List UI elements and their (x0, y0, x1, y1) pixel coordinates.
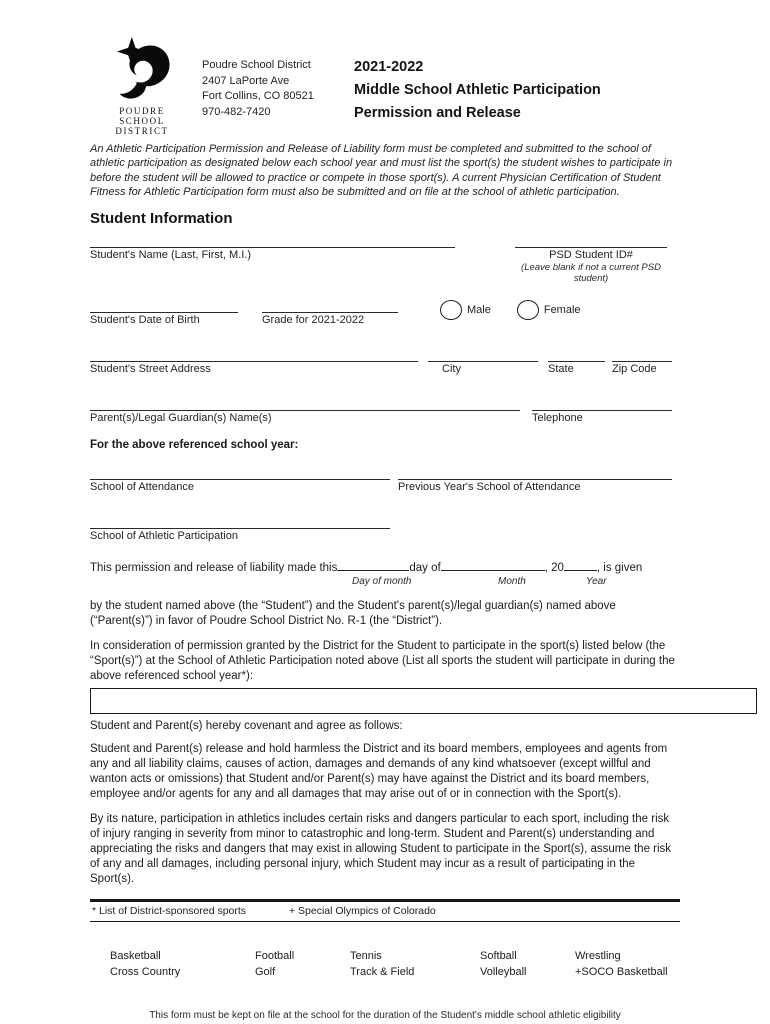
telephone-label: Telephone (532, 411, 583, 424)
male-radio[interactable] (440, 300, 462, 320)
perm-text-20: , 20 (544, 561, 564, 574)
year-sublabel: Year (586, 575, 607, 587)
zip-label: Zip Code (612, 362, 657, 375)
perm-text-pre: This permission and release of liability made this (90, 561, 338, 574)
field-zip (612, 347, 672, 376)
gender-group (440, 298, 581, 320)
section-title-student-information: Student Information (90, 209, 233, 227)
title-year: 2021-2022 (354, 59, 424, 75)
field-participation-school (90, 514, 390, 543)
row-name-id (90, 233, 680, 284)
paragraph-consideration: In consideration of permission granted by the District for the Student to participate in the sport(s) listed below (the “Sport(s)”) at the School of Athletic Participation noted above (List all sports the student will participate in during the above referenced school year*): (90, 639, 675, 682)
month-input[interactable] (441, 559, 545, 571)
male-label: Male (467, 303, 491, 316)
address-line: 2407 LaPorte Ave (202, 74, 290, 87)
paragraph-release: Student and Parent(s) release and hold harmless the District and its board members, employees and agents from any and all liability claims, causes of action, damages and demands of any kind whatsoever (except willful and wanton acts or omissions) that Student and/or Parent(s) may have against the District and its board members, employee and/or agents for any and all damages that may arise out of or in connection with the Sport(s). (90, 742, 668, 800)
phone-number: 970-482-7420 (202, 105, 271, 118)
paragraph-risk: By its nature, participation in athletics includes certain risks and dangers particular to each sport, including the risk of injury ranging in severity from minor to catastrophic and long-term. Student and Parent(s) understanding and appreciating the risks and dangers that may exist in allowing Student to participate in the Sport(s), assume the risk of any and all damages, including personal injury, which Student may incur as a result of participating in the Sport(s). (90, 812, 672, 885)
field-parent-name (90, 396, 520, 425)
student-name-input[interactable] (90, 233, 455, 248)
sport-item: +SOCO Basketball (575, 965, 668, 978)
row-parent-phone (90, 396, 680, 425)
street-address-input[interactable] (90, 347, 418, 362)
sport-item: Cross Country (110, 965, 181, 978)
sport-item: Track & Field (350, 965, 415, 978)
sports-column-2 (255, 948, 350, 980)
psd-id-note: (Leave blank if not a current PSD student) (521, 261, 661, 284)
paragraph-given-by: by the student named above (the “Student”) and the Student's parent(s)/legal guardian(s) named above (“Parent(s)”) in favor of Poudre School District No. R-1 (the “District”). (90, 599, 616, 627)
row-participation-school (90, 514, 680, 543)
city-input[interactable] (428, 347, 538, 362)
school-of-participation-input[interactable] (90, 514, 390, 529)
grade-label: Grade for 2021-2022 (262, 313, 365, 326)
field-state (548, 347, 605, 376)
sport-item: Volleyball (480, 965, 527, 978)
school-participation-label: School of Athletic Participation (90, 529, 238, 542)
footer-note: This form must be kept on file at the school for the duration of the Student's middle school athletic eligibility (149, 1009, 621, 1021)
field-school-attendance (90, 465, 390, 494)
dob-label: Student's Date of Birth (90, 313, 200, 326)
field-student-name (90, 233, 455, 262)
sports-footnote: * List of District-sponsored sports (92, 904, 247, 917)
female-radio[interactable] (517, 300, 539, 320)
row-address (90, 347, 680, 376)
field-city (428, 347, 538, 376)
female-label: Female (543, 303, 581, 316)
perm-text-dayof: day of (409, 561, 441, 574)
psd-id-label: PSD Student ID# (549, 248, 633, 261)
school-of-attendance-input[interactable] (90, 465, 390, 480)
row-schools (90, 465, 680, 494)
grade-input[interactable] (262, 298, 398, 313)
field-grade (262, 298, 398, 327)
address-line: Fort Collins, CO 80521 (202, 90, 314, 102)
sports-column-5 (575, 948, 680, 980)
parent-label: Parent(s)/Legal Guardian(s) Name(s) (90, 411, 272, 424)
sport-item: Softball (480, 949, 517, 962)
sports-column-3 (350, 948, 480, 980)
street-address-label: Student's Street Address (90, 362, 211, 375)
district-address (202, 36, 350, 120)
telephone-input[interactable] (532, 396, 672, 411)
header (90, 36, 680, 136)
title-line1: Middle School Athletic Participation (354, 82, 601, 98)
state-input[interactable] (548, 347, 605, 362)
sport-item: Golf (255, 965, 276, 978)
intro-paragraph: An Athletic Participation Permission and Release of Liability form must be completed and submitted to the school of athletic participation as designated below each school year and must list the sport(s) the student wishes to participate in before the student will be allowed to practice or compete in those sport(s). A current Physician Certification of Student Fitness for Athletic Participation form must also be submitted and on file at the school of athletic participation. (90, 143, 673, 199)
field-street-address (90, 347, 418, 376)
sport-item: Basketball (110, 949, 161, 962)
state-label: State (548, 362, 574, 375)
sport-item: Football (255, 949, 295, 962)
perm-text-post: , is given (596, 561, 643, 574)
soco-footnote: + Special Olympics of Colorado (288, 904, 436, 917)
district-logo (90, 36, 194, 136)
form-title (350, 36, 680, 125)
sport-item: Tennis (350, 949, 382, 962)
parents-name-input[interactable] (90, 396, 520, 411)
sports-column-4 (480, 948, 575, 980)
sports-list-input[interactable] (90, 688, 757, 714)
day-of-month-sublabel: Day of month (352, 575, 412, 587)
sport-item: Wrestling (575, 949, 621, 962)
year-input[interactable] (564, 559, 597, 571)
psd-student-id-input[interactable] (515, 233, 667, 248)
field-psd-id (505, 233, 677, 284)
zip-code-input[interactable] (612, 347, 672, 362)
previous-school-input[interactable] (398, 465, 672, 480)
month-sublabel: Month (498, 575, 526, 587)
org-name: Poudre School District (202, 59, 311, 71)
school-attendance-label: School of Attendance (90, 480, 194, 493)
school-year-heading: For the above referenced school year: (90, 438, 299, 451)
footnote-band (90, 899, 680, 922)
city-label: City (442, 362, 461, 375)
district-logo-icon (109, 36, 175, 104)
covenant-line: Student and Parent(s) hereby covenant and agree as follows: (90, 719, 403, 732)
title-line2: Permission and Release (354, 105, 521, 121)
previous-school-label: Previous Year's School of Attendance (398, 480, 581, 493)
form-page (90, 36, 680, 1021)
day-of-month-input[interactable] (337, 559, 409, 571)
field-telephone (532, 396, 672, 425)
permission-statement (90, 559, 680, 589)
sports-list (90, 948, 680, 980)
sports-column-1 (110, 948, 255, 980)
field-previous-school (398, 465, 672, 494)
row-dob-grade-gender (90, 298, 680, 327)
district-logo-text: POUDRE SCHOOL DISTRICT (115, 106, 169, 136)
student-name-label: Student's Name (Last, First, M.I.) (90, 248, 252, 261)
field-dob (90, 298, 238, 327)
date-of-birth-input[interactable] (90, 298, 238, 313)
